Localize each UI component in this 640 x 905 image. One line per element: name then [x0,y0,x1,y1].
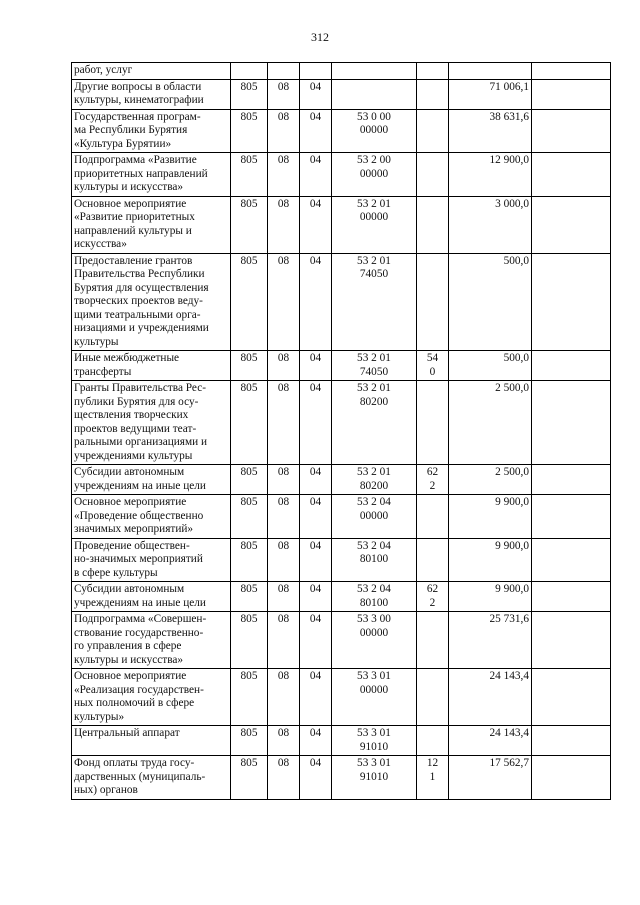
cell-target-article-line: 80200 [359,395,389,408]
cell-grbs: 805 [231,79,268,109]
cell-name-line: низациями и учреждениями [74,322,209,334]
cell-amount: 25 731,6 [449,612,532,669]
cell-amount: 17 562,7 [449,756,532,800]
cell-target-article-line: 91010 [359,740,389,753]
table-row [72,465,611,495]
cell-name-line: Иные межбюджетные [74,352,180,364]
cell-name-line: дарственных (муниципаль- [74,770,206,783]
cell-name-line: Субсидии автономным [74,466,185,478]
cell-section: 08 [268,79,300,109]
cell-expense-type [417,465,449,495]
cell-grbs: 805 [231,495,268,539]
cell-amount: 9 900,0 [449,582,532,612]
cell-grbs: 805 [231,381,268,465]
cell-name [72,63,231,80]
cell-name-line: Предоставление грантов [74,254,193,267]
cell-expense-type [417,612,449,669]
cell-extra [532,109,611,153]
cell-expense-type [417,381,449,465]
cell-target-article-line: 53 3 01 [357,670,391,682]
cell-expense-type-line: 2 [429,596,436,609]
cell-target-article-line: 74050 [359,365,389,378]
budget-table-body [72,63,611,800]
cell-extra [532,669,611,726]
cell-extra [532,612,611,669]
cell-subsection: 04 [300,381,332,465]
cell-expense-type-line: 1 [429,770,436,783]
cell-subsection: 04 [300,253,332,351]
table-row [72,153,611,197]
cell-expense-type-line: 2 [429,479,436,492]
cell-target-article [332,612,417,669]
cell-name-line: но-значимых мероприятий [74,553,203,565]
cell-section: 08 [268,582,300,612]
cell-grbs: 805 [231,582,268,612]
cell-section: 08 [268,381,300,465]
cell-grbs: 805 [231,351,268,381]
cell-target-article [332,79,417,109]
cell-grbs [231,63,268,80]
cell-section: 08 [268,109,300,153]
cell-grbs: 805 [231,109,268,153]
cell-section: 08 [268,538,300,582]
cell-expense-type [417,582,449,612]
cell-name-line: Другие вопросы в области [74,80,202,93]
cell-subsection: 04 [300,465,332,495]
cell-expense-type [417,196,449,253]
table-row [72,253,611,351]
cell-subsection: 04 [300,79,332,109]
cell-target-article [332,196,417,253]
cell-name [72,109,231,153]
cell-name-line: культуры и искусства» [74,181,184,193]
cell-expense-type-line: 0 [429,365,436,378]
table-row [72,79,611,109]
cell-expense-type-line: 62 [426,583,439,595]
cell-amount: 500,0 [449,351,532,381]
cell-name [72,756,231,800]
cell-target-article-line: 00000 [359,124,389,136]
page-number: 312 [311,30,329,44]
cell-grbs: 805 [231,669,268,726]
cell-name-line: работ, услуг [74,64,133,76]
cell-expense-type [417,495,449,539]
cell-name-line: ральными организациями и [74,436,208,448]
cell-name-line: культуры» [74,710,125,723]
cell-grbs: 805 [231,196,268,253]
cell-target-article-line: 53 2 01 [357,466,391,478]
cell-name-line: приоритетных направлений [74,167,208,180]
cell-name-line: учреждениям на иные цели [74,596,206,609]
table-row [72,109,611,153]
cell-name [72,153,231,197]
cell-section [268,63,300,80]
cell-target-article-line: 53 2 04 [357,496,391,508]
table-row [72,381,611,465]
cell-expense-type [417,726,449,756]
cell-target-article-line: 80100 [359,553,389,565]
cell-name [72,669,231,726]
cell-name-line: ных) органов [74,784,138,796]
cell-subsection: 04 [300,612,332,669]
table-row [72,726,611,756]
cell-expense-type-line: 62 [426,466,439,478]
cell-name-line: Подпрограмма «Совершен- [74,613,207,625]
cell-target-article-line: 74050 [359,268,389,280]
cell-target-article-line: 00000 [359,683,389,696]
cell-name-line: Центральный аппарат [74,727,180,739]
cell-name-line: в сфере культуры [74,566,158,579]
cell-name [72,495,231,539]
cell-amount: 500,0 [449,253,532,351]
cell-amount: 9 900,0 [449,538,532,582]
table-row [72,538,611,582]
cell-name-line: Подпрограмма «Развитие [74,154,197,166]
cell-name-line: ществления творческих [74,409,189,421]
cell-extra [532,582,611,612]
cell-subsection: 04 [300,109,332,153]
cell-expense-type [417,351,449,381]
cell-target-article [332,465,417,495]
cell-section: 08 [268,669,300,726]
cell-target-article [332,351,417,381]
cell-extra [532,381,611,465]
cell-name [72,79,231,109]
cell-section: 08 [268,465,300,495]
cell-extra [532,465,611,495]
cell-target-article-line: 53 3 01 [357,727,391,739]
cell-name-line: проектов ведущими теат- [74,422,197,435]
cell-target-article-line: 80200 [359,479,389,492]
cell-subsection: 04 [300,351,332,381]
cell-subsection: 04 [300,538,332,582]
cell-amount: 24 143,4 [449,669,532,726]
table-row [72,582,611,612]
table-row [72,756,611,800]
cell-name [72,612,231,669]
cell-expense-type-line: 12 [426,757,439,769]
cell-target-article [332,538,417,582]
cell-name-line: Правительства Республики [74,268,205,280]
cell-extra [532,495,611,539]
table-row [72,196,611,253]
cell-target-article-line: 00000 [359,211,389,223]
cell-extra [532,253,611,351]
cell-name-line: го управления в сфере [74,640,182,652]
cell-subsection: 04 [300,669,332,726]
cell-name-line: искусства» [74,238,127,250]
table-row [72,669,611,726]
cell-section: 08 [268,612,300,669]
cell-name-line: учреждениям на иные цели [74,479,206,492]
cell-extra [532,726,611,756]
cell-expense-type [417,63,449,80]
cell-amount: 9 900,0 [449,495,532,539]
cell-grbs: 805 [231,726,268,756]
cell-section: 08 [268,351,300,381]
cell-expense-type [417,109,449,153]
cell-target-article-line: 53 2 01 [357,382,391,394]
cell-name [72,538,231,582]
cell-name-line: щими театральными орга- [74,308,201,321]
cell-amount [449,63,532,80]
cell-section: 08 [268,726,300,756]
cell-amount: 24 143,4 [449,726,532,756]
cell-expense-type [417,79,449,109]
cell-expense-type [417,669,449,726]
cell-section: 08 [268,196,300,253]
cell-target-article-line: 91010 [359,770,389,783]
cell-target-article-line: 00000 [359,626,389,639]
cell-name-line: Государственная програм- [74,110,201,123]
cell-expense-type [417,538,449,582]
cell-name-line: Бурятия для осуществления [74,281,209,294]
cell-subsection: 04 [300,196,332,253]
table-row [72,495,611,539]
cell-name-line: трансферты [74,365,132,378]
cell-subsection: 04 [300,153,332,197]
cell-target-article-line: 53 3 00 [357,613,391,625]
cell-grbs: 805 [231,612,268,669]
cell-target-article [332,109,417,153]
cell-amount: 71 006,1 [449,79,532,109]
cell-section: 08 [268,153,300,197]
cell-name-line: «Культура Бурятии» [74,137,172,150]
cell-name-line: «Проведение общественно [74,509,204,522]
cell-expense-type-line: 54 [426,352,439,364]
table-row [72,63,611,80]
cell-target-article [332,756,417,800]
cell-name-line: культуры и искусства» [74,653,184,666]
cell-name [72,253,231,351]
cell-name-line: «Реализация государствен- [74,683,204,696]
cell-section: 08 [268,756,300,800]
cell-target-article-line: 53 2 01 [357,197,391,210]
cell-amount: 2 500,0 [449,465,532,495]
cell-extra [532,351,611,381]
budget-table [71,62,611,800]
table-row [72,612,611,669]
cell-name-line: ма Республики Бурятия [74,124,188,136]
cell-target-article-line: 00000 [359,167,389,180]
cell-target-article [332,726,417,756]
cell-name-line: творческих проектов веду- [74,295,203,307]
cell-target-article [332,63,417,80]
cell-name-line: «Развитие приоритетных [74,211,195,223]
cell-target-article [332,582,417,612]
cell-name-line: Основное мероприятие [74,197,187,210]
cell-name-line: Основное мероприятие [74,496,187,508]
cell-amount: 2 500,0 [449,381,532,465]
cell-grbs: 805 [231,253,268,351]
cell-name [72,582,231,612]
cell-target-article-line: 53 2 04 [357,539,391,552]
cell-name-line: публики Бурятия для осу- [74,395,199,408]
cell-extra [532,756,611,800]
table-row [72,351,611,381]
cell-extra [532,196,611,253]
cell-target-article-line: 53 2 04 [357,583,391,595]
cell-target-article-line: 53 2 00 [357,154,391,166]
cell-expense-type [417,253,449,351]
cell-name-line: культуры [74,335,119,348]
cell-expense-type [417,153,449,197]
cell-name-line: Проведение обществен- [74,539,190,552]
cell-name-line: культуры, кинематографии [74,94,204,106]
cell-extra [532,63,611,80]
cell-name [72,381,231,465]
cell-name-line: Гранты Правительства Рес- [74,382,206,394]
cell-target-article-line: 53 2 01 [357,352,391,364]
cell-name-line: направлений культуры и [74,224,192,237]
cell-section: 08 [268,495,300,539]
cell-subsection: 04 [300,726,332,756]
cell-target-article [332,381,417,465]
cell-expense-type [417,756,449,800]
cell-target-article [332,495,417,539]
cell-subsection: 04 [300,756,332,800]
cell-amount: 3 000,0 [449,196,532,253]
cell-extra [532,538,611,582]
cell-amount: 12 900,0 [449,153,532,197]
cell-name [72,351,231,381]
cell-name [72,465,231,495]
cell-grbs: 805 [231,756,268,800]
cell-target-article-line: 80100 [359,596,389,609]
cell-subsection: 04 [300,582,332,612]
cell-grbs: 805 [231,153,268,197]
cell-name-line: значимых мероприятий» [74,523,194,535]
cell-extra [532,79,611,109]
cell-grbs: 805 [231,465,268,495]
cell-amount: 38 631,6 [449,109,532,153]
cell-target-article-line: 53 0 00 [357,110,391,123]
cell-name-line: ных полномочий в сфере [74,697,195,709]
cell-target-article-line: 53 3 01 [357,757,391,769]
cell-grbs: 805 [231,538,268,582]
cell-name-line: Субсидии автономным [74,583,185,595]
cell-name [72,196,231,253]
cell-target-article-line: 00000 [359,509,389,522]
cell-name-line: Фонд оплаты труда госу- [74,757,195,769]
cell-name-line: Основное мероприятие [74,670,187,682]
cell-target-article-line: 53 2 01 [357,254,391,267]
cell-target-article [332,669,417,726]
cell-section: 08 [268,253,300,351]
cell-name-line: ствование государственно- [74,626,204,639]
cell-extra [532,153,611,197]
cell-subsection: 04 [300,495,332,539]
cell-name-line: учреждениями культуры [74,449,193,462]
cell-name [72,726,231,756]
cell-target-article [332,153,417,197]
cell-subsection [300,63,332,80]
cell-target-article [332,253,417,351]
